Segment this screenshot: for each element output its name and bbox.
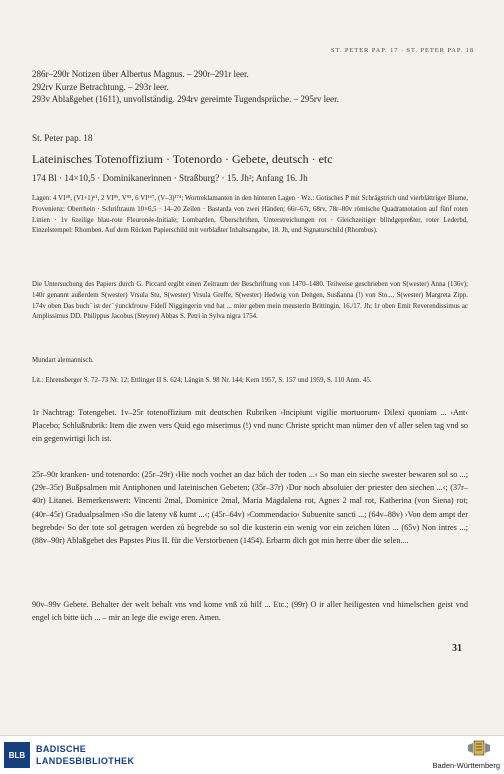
library-name-line1: BADISCHE [36, 744, 87, 754]
coat-of-arms-icon [466, 739, 492, 759]
running-head: ST. PETER PAP. 17 · ST. PETER PAP. 18 [330, 47, 474, 54]
shelfmark: St. Peter pap. 18 [32, 133, 93, 143]
contents-item: 1r Nachtrag: Totengebet. 1v–25r totenoffizium mit deutschen Rubriken ›Incipiunt vigilie mortuorum‹ Dilexi quoniam ... ›Ant‹ Placebo; Schlußrubrik: Item die zwen vers Quid ego miserimus (!) vnd nunc Christe spricht man nümer den vf aller selen tag vnd so ein gegenwirtigi lich ist. [32, 408, 468, 444]
library-footer [0, 735, 504, 774]
page-number: 31 [452, 643, 462, 654]
contents-item: 25r–90r kranken- und totenordo: (25r–29r) ›Hie noch vochet an daz bůch der toden ...‹ So man ein sieche swester bewaren sol so ...; (29r–35r) Bußpsalmen mit Antiphonen und lateinischen Gebeten; (35r–37r) ›Dor noch absoluier der priester den siechen ...‹; (37r–40r) Litanei. Bemerkenswert: Vincenti 2mal, Dominice 2mal, Maria Magdalena rot, Agnes 2 mal rot, Katherina (von Siena) rot; (40r–45r) Gradualpsalmen ›So die lateny vß kumt ...‹; (45r–64v) ›Commendacio‹ Subuenite sancti ...; (64v–88v) ›Von dem ampt der begrebde‹ So der tote sol getragen werden zů begrebde so sol die kusterin ein wenig vor ein zeichen lüten ... (65v) Non intres ...; (88v–90r) Ablaßgebet des Papstes Pius II. für die Verstorbenen (1454). Erbarm dich got min herre über die selen.... [32, 470, 468, 546]
contents-line: 292rv Kurze Betrachtung. – 293r leer. [32, 81, 169, 92]
history-paragraph: Die Untersuchung des Papiers durch G. Piccard ergibt einen Zeitraum der Beschriftung von 1470–1480. Teilweise geschrieben von S(wester) Anna (136v); 140r genannt außerdem S(wester) Vrsula Stu, S(wester) Vrsula Greffe, S(wester) Hedwig von Dengen, Susßanna (!) von Sto..., S(wester) Margreta Zipp. 174v oben Das buch ̄ ist der ̄ ýunckfrouw Fideſſ Niggingerin vnd hat ... mier geben mein meusterin Brittingin, 16./17. Jh; 1r oben Emit Reverendissimus ac Amplissimus DD. Philippus Jacobus (Steyrer) Abbas S. Petri in Sylva nigra 1754. [32, 281, 468, 321]
literature-paragraph: Lit.: Ehrensberger S. 72–73 Nr. 12; Ettlinger II S. 624; Längin S. 98 Nr. 144; Kern 1957, S. 157 und 1959, S. 110 Anm. 45. [32, 377, 372, 384]
library-name-line2: LANDESBIBLIOTHEK [36, 756, 135, 766]
contents-item: 90v–99v Gebete. Behalter der welt behalt vns vnd kome vnß zů hilf ... Etc.; (99r) O ir aller heiligesten vnd himelschen geist vnd engel ich bitte üch ... – mir an lege die ewige eren. Amen. [32, 600, 468, 623]
contents-line: 293v Ablaßgebet (1611), unvollständig. 294rv gereimte Tugendsprüche. – 295rv leer. [32, 94, 339, 104]
dialect-note: Mundart alemannisch. [32, 357, 94, 364]
entry-summary: 174 Bl · 14×10,5 · Dominikanerinnen · Straßburg? · 15. Jh²; Anfang 16. Jh [32, 173, 308, 183]
library-logo[interactable]: BLB [4, 742, 30, 768]
previous-contents [32, 68, 468, 106]
entry-title: Lateinisches Totenoffizium · Totenordo · Gebete, deutsch · etc [32, 152, 333, 166]
codicology-paragraph: Lagen: 4 VI⁴⁸, (VI+1)⁶¹, 2 VI⁸⁵, V⁹⁵, 6 VI¹⁶⁷, (V–3)¹⁷⁴; Wortreklamanten in den hinteren Lagen · Wz.: Gotisches P mit Schrägstrich und vierblättriger Blume, Provenienz: Oberrhein · Schriftraum 10×6,5 · 14–20 Zeilen · Bastarda von zwei Händen; 66r–67r, 68rv, 78r–80v römische Quadratnotation auf fünf roten Linien · 1v 6zeilige blau-rote Fleuronée-Initiale; Lombarden, Überschriften, Unterstreichungen rot · Gleichzeitiger blindgepreßter, roter Lederbd, Einzelstempel: Rhomben. Auf dem Rücken Papierschild mit verblaßter Inhaltsangabe, 18. Jh, und Signaturschild (Rhombus). [32, 195, 468, 235]
contents-line: 286r–290r Notizen über Albertus Magnus. – 290r–291r leer. [32, 69, 249, 79]
region-label: Baden-Württemberg [432, 761, 500, 770]
